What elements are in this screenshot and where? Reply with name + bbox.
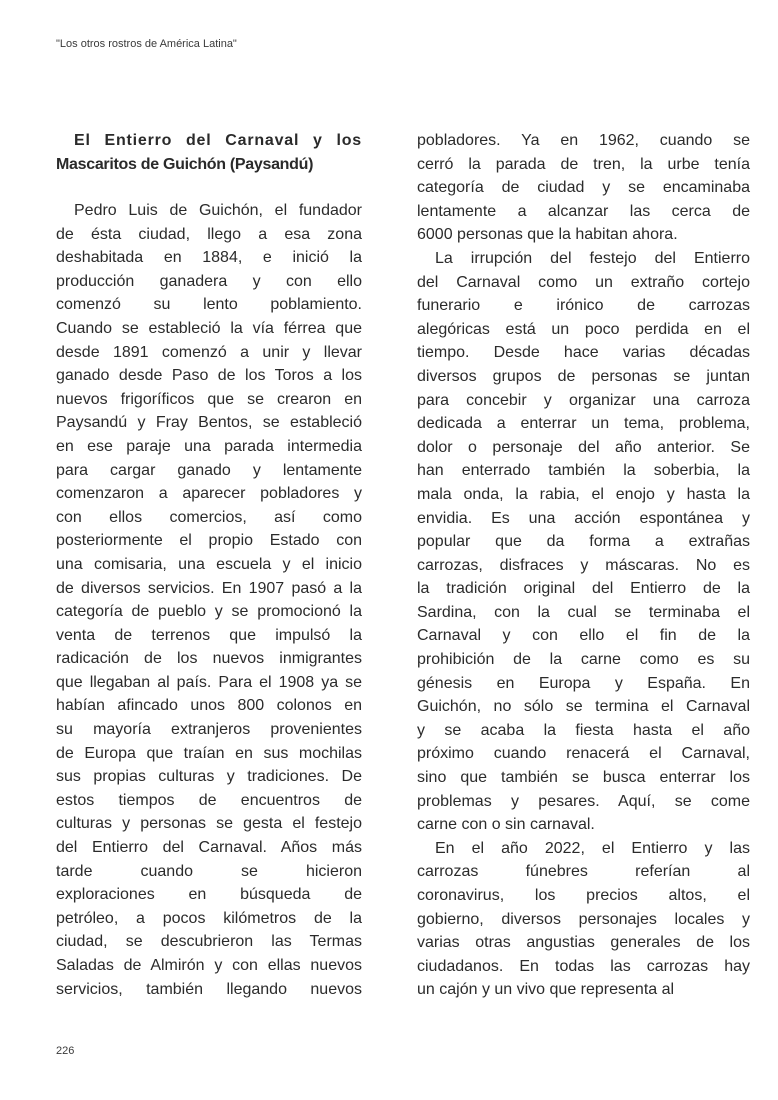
text-line: del Carnaval como un extraño cortejo xyxy=(417,273,750,291)
text-line: tiempo. Desde hace varias décadas xyxy=(417,344,750,362)
text-line: Pedro Luis de Guichón, el fundador xyxy=(74,202,362,219)
text-line: del Entierro del Carnaval. Años más xyxy=(56,839,362,857)
text-line: carrozas, disfraces y máscaras. No es xyxy=(417,556,750,574)
text-line: ciudad, se descubrieron las Termas xyxy=(56,933,362,951)
left-column xyxy=(56,129,362,1001)
text-line: Sardina, con la cual se terminaba el xyxy=(417,603,750,621)
text-line: deshabitada en 1884, e inició la xyxy=(56,249,362,267)
text-line: En el año 2022, el Entierro y las xyxy=(435,839,750,857)
text-line: cerró la parada de tren, la urbe tenía xyxy=(417,155,750,173)
text-line: mala onda, la rabia, el enojo y hasta la xyxy=(417,485,750,503)
text-line: carne con o sin carnaval. xyxy=(417,816,595,834)
section-title xyxy=(56,129,362,177)
text-line: problemas y pesares. Aquí, se come xyxy=(417,792,750,810)
text-line: prohibición de la carne como es su xyxy=(417,651,750,669)
right-column xyxy=(417,129,750,1002)
page-number: 226 xyxy=(56,1045,75,1057)
section-title-line-1: El Entierro del Carnaval y los xyxy=(74,132,362,149)
text-line: estos tiempos de encuentros de xyxy=(56,791,362,809)
text-line: radicación de los nuevos inmigrantes xyxy=(56,650,362,668)
text-line: funerario e irónico de carrozas xyxy=(417,297,750,315)
text-line: lentamente a alcanzar las cerca de xyxy=(417,202,750,220)
text-line: Paysandú y Fray Bentos, se estableció xyxy=(56,414,362,432)
text-line: próximo cuando renacerá el Carnaval, xyxy=(417,745,750,763)
text-line: varias otras angustias generales de los xyxy=(417,934,750,952)
text-line: sus propias culturas y tradiciones. De xyxy=(56,768,362,786)
section-title-line-2: Mascaritos de Guichón (Paysandú) xyxy=(56,156,314,173)
text-line: tarde cuando se hicieron xyxy=(56,862,362,880)
text-line: comenzaron a aparecer pobladores y xyxy=(56,485,362,503)
text-line: para concebir y organizar una carroza xyxy=(417,391,750,409)
text-line: su mayoría extranjeros provenientes xyxy=(56,721,362,739)
text-line: producción ganadera y con ello xyxy=(56,272,362,290)
text-line: sino que también se busca enterrar los xyxy=(417,769,750,787)
text-line: nuevos frigoríficos que se crearon en xyxy=(56,390,362,408)
text-line: popular que da forma a extrañas xyxy=(417,533,750,551)
text-line: La irrupción del festejo del Entierro xyxy=(435,249,750,267)
text-line: posteriormente el propio Estado con xyxy=(56,532,362,550)
text-line: categoría de pueblo y se promocionó la xyxy=(56,603,362,621)
text-line: culturas y personas se gesta el festejo xyxy=(56,815,362,833)
text-line: comenzó su lento poblamiento. xyxy=(56,296,362,314)
text-line: carrozas fúnebres referían al xyxy=(417,863,750,881)
text-line: petróleo, a pocos kilómetros de la xyxy=(56,909,362,927)
text-line: de Europa que traían en sus mochilas xyxy=(56,744,362,762)
text-line: categoría de ciudad y se encaminaba xyxy=(417,179,750,197)
text-line: una comisaria, una escuela y el inicio xyxy=(56,555,362,573)
text-line: ganado desde Paso de los Toros a los xyxy=(56,367,362,385)
left-body-text xyxy=(56,199,362,1001)
text-line: servicios, también llegando nuevos xyxy=(56,980,362,998)
text-line: Saladas de Almirón y con ellas nuevos xyxy=(56,957,362,974)
text-line: Carnaval y con ello el fin de la xyxy=(417,627,750,645)
text-line: Guichón, no sólo se termina el Carnaval xyxy=(417,698,750,716)
text-line: diversos grupos de personas se juntan xyxy=(417,367,750,385)
text-line: un cajón y un vivo que representa al xyxy=(417,981,675,999)
text-line: han enterrado también la soberbia, la xyxy=(417,462,750,480)
running-header: "Los otros rostros de América Latina" xyxy=(56,38,237,50)
text-line: coronavirus, los precios altos, el xyxy=(417,887,750,904)
text-line: ciudadanos. En todas las carrozas hay xyxy=(417,957,750,975)
text-line: exploraciones en búsqueda de xyxy=(56,886,362,904)
text-line: dolor o personaje del año anterior. Se xyxy=(417,438,750,456)
text-line: dedicada a enterrar un tema, problema, xyxy=(417,415,750,433)
text-line: que llegaban al país. Para el 1908 ya se xyxy=(56,673,362,691)
text-line: la tradición original del Entierro de la xyxy=(417,580,750,598)
text-line: venta de terrenos que impulsó la xyxy=(56,626,362,644)
text-line: de ésta ciudad, llego a esa zona xyxy=(56,225,362,243)
text-line: gobierno, diversos personajes locales y xyxy=(417,910,750,928)
text-line: génesis en Europa y España. En xyxy=(417,674,750,692)
text-line: desde 1891 comenzó a unir y llevar xyxy=(56,343,362,361)
text-line: 6000 personas que la habitan ahora. xyxy=(417,226,678,244)
text-line: alegóricas está un poco perdida en el xyxy=(417,320,750,338)
text-line: envidia. Es una acción espontánea y xyxy=(417,509,750,527)
right-body-text xyxy=(417,129,750,1002)
text-line: de diversos servicios. En 1907 pasó a la xyxy=(56,579,362,597)
text-line: y se acaba la fiesta hasta el año xyxy=(417,721,750,739)
text-line: pobladores. Ya en 1962, cuando se xyxy=(417,132,750,149)
text-line: Cuando se estableció la vía férrea que xyxy=(56,319,362,337)
text-line: con ellos comercios, así como xyxy=(56,508,362,526)
text-line: para cargar ganado y lentamente xyxy=(56,461,362,479)
text-line: en ese paraje una parada intermedia xyxy=(56,437,362,455)
text-line: habían afincado unos 800 colonos en xyxy=(56,697,362,715)
